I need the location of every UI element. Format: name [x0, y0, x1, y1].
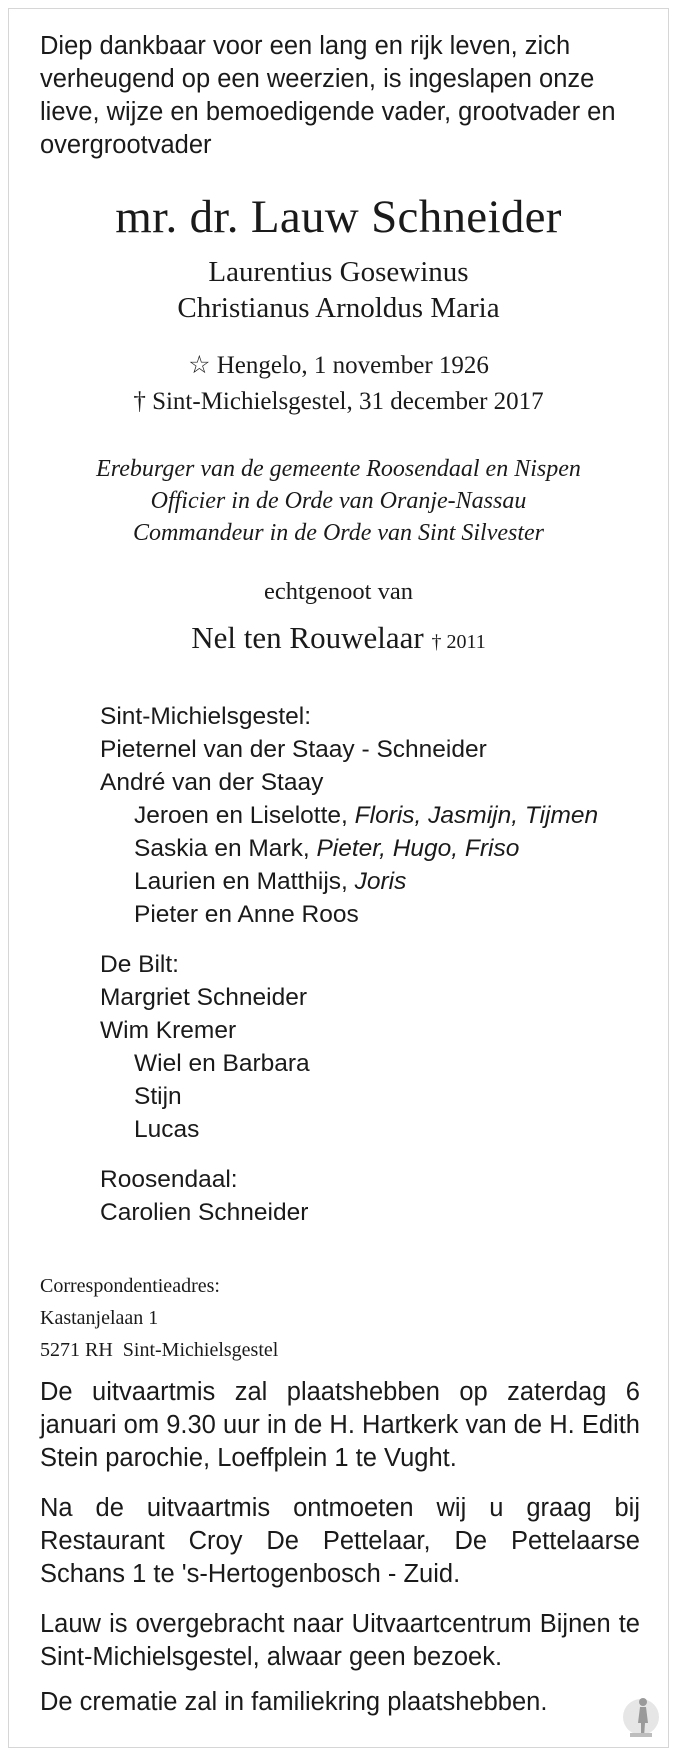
viewing-text: Lauw is overgebracht naar Uitvaartcentrum Bijnen te Sint-Michielsgestel, alwaar geen bezoek. — [40, 1610, 640, 1671]
spouse-intro: echtgenoot van — [264, 578, 413, 605]
given-names — [0, 254, 677, 326]
given-names-line-1: Laurentius Gosewinus — [208, 256, 469, 288]
given-names-line-2: Christianus Arnoldus Maria — [177, 292, 500, 324]
family-list — [100, 700, 660, 1229]
life-dates — [0, 348, 677, 420]
grandchild-line — [100, 898, 660, 931]
spouse-line — [0, 618, 677, 662]
funeral-mass-text: De uitvaartmis zal plaatshebben op zaterdag 6 januari om 9.30 uur in de H. Hartkerk van de H. Edith Stein parochie, Loeffplein 1 te Vught. — [40, 1378, 640, 1472]
grandchild-line — [100, 832, 660, 865]
address-street: Kastanjelaan 1 — [40, 1307, 159, 1329]
cremation-text: De crematie zal in familiekring plaatshebben. — [40, 1688, 548, 1716]
family-member: André van der Staay — [100, 769, 324, 796]
family-member: Carolien Schneider — [100, 1199, 309, 1226]
memorial-figure-icon — [621, 1693, 661, 1741]
grandchild-line: Stijn — [134, 1083, 182, 1110]
family-member: Pieternel van der Staay - Schneider — [100, 736, 487, 763]
address-label: Correspondentieadres: — [40, 1275, 220, 1297]
grandchild-parents: Jeroen en Liselotte, — [134, 802, 348, 829]
reception-text: Na de uitvaartmis ontmoeten wij u graag bij Restaurant Croy De Pettelaar, De Pettelaarse Schans 1 te 's-Hertogenbosch - Zuid. — [40, 1494, 640, 1588]
great-grandchildren: Floris, Jasmijn, Tijmen — [354, 802, 599, 829]
spouse-name: Nel ten Rouwelaar — [191, 620, 424, 655]
birth-line: ☆ Hengelo, 1 november 1926 — [188, 352, 489, 379]
family-place: Sint-Michielsgestel: — [100, 703, 312, 730]
correspondence-address — [40, 1270, 440, 1366]
honor-item: Officier in de Orde van Oranje-Nassau — [150, 488, 527, 514]
spouse-death: † 2011 — [431, 631, 486, 653]
honor-item: Commandeur in de Orde van Sint Silvester — [132, 520, 545, 546]
address-city: 5271 RH Sint-Michielsgestel — [40, 1339, 279, 1361]
grandchild-parents: Laurien en Matthijs, — [134, 868, 348, 895]
grandchild-line — [100, 799, 660, 832]
family-member: Wim Kremer — [100, 1017, 237, 1044]
family-place: Roosendaal: — [100, 1166, 238, 1193]
death-line: † Sint-Michielsgestel, 31 december 2017 — [133, 388, 544, 415]
honor-item: Ereburger van de gemeente Roosendaal en Nispen — [96, 456, 581, 482]
grandchild-line: Lucas — [134, 1116, 200, 1143]
great-grandchildren: Joris — [354, 868, 407, 895]
deceased-name: mr. dr. Lauw Schneider — [115, 191, 562, 243]
intro-text: Diep dankbaar voor een lang en rijk leven, zich verheugend op een weerzien, is ingeslapen onze lieve, wijze en bemoedigende vader, grootvader en overgrootvader — [40, 32, 616, 159]
great-grandchildren: Pieter, Hugo, Friso — [316, 835, 520, 862]
family-member: Margriet Schneider — [100, 984, 307, 1011]
honors-list — [0, 453, 677, 549]
grandchild-line: Wiel en Barbara — [134, 1050, 310, 1077]
grandchild-parents: Saskia en Mark, — [134, 835, 310, 862]
family-place: De Bilt: — [100, 951, 179, 978]
grandchild-line — [100, 865, 660, 898]
grandchild-parents: Pieter en Anne Roos — [134, 901, 359, 928]
